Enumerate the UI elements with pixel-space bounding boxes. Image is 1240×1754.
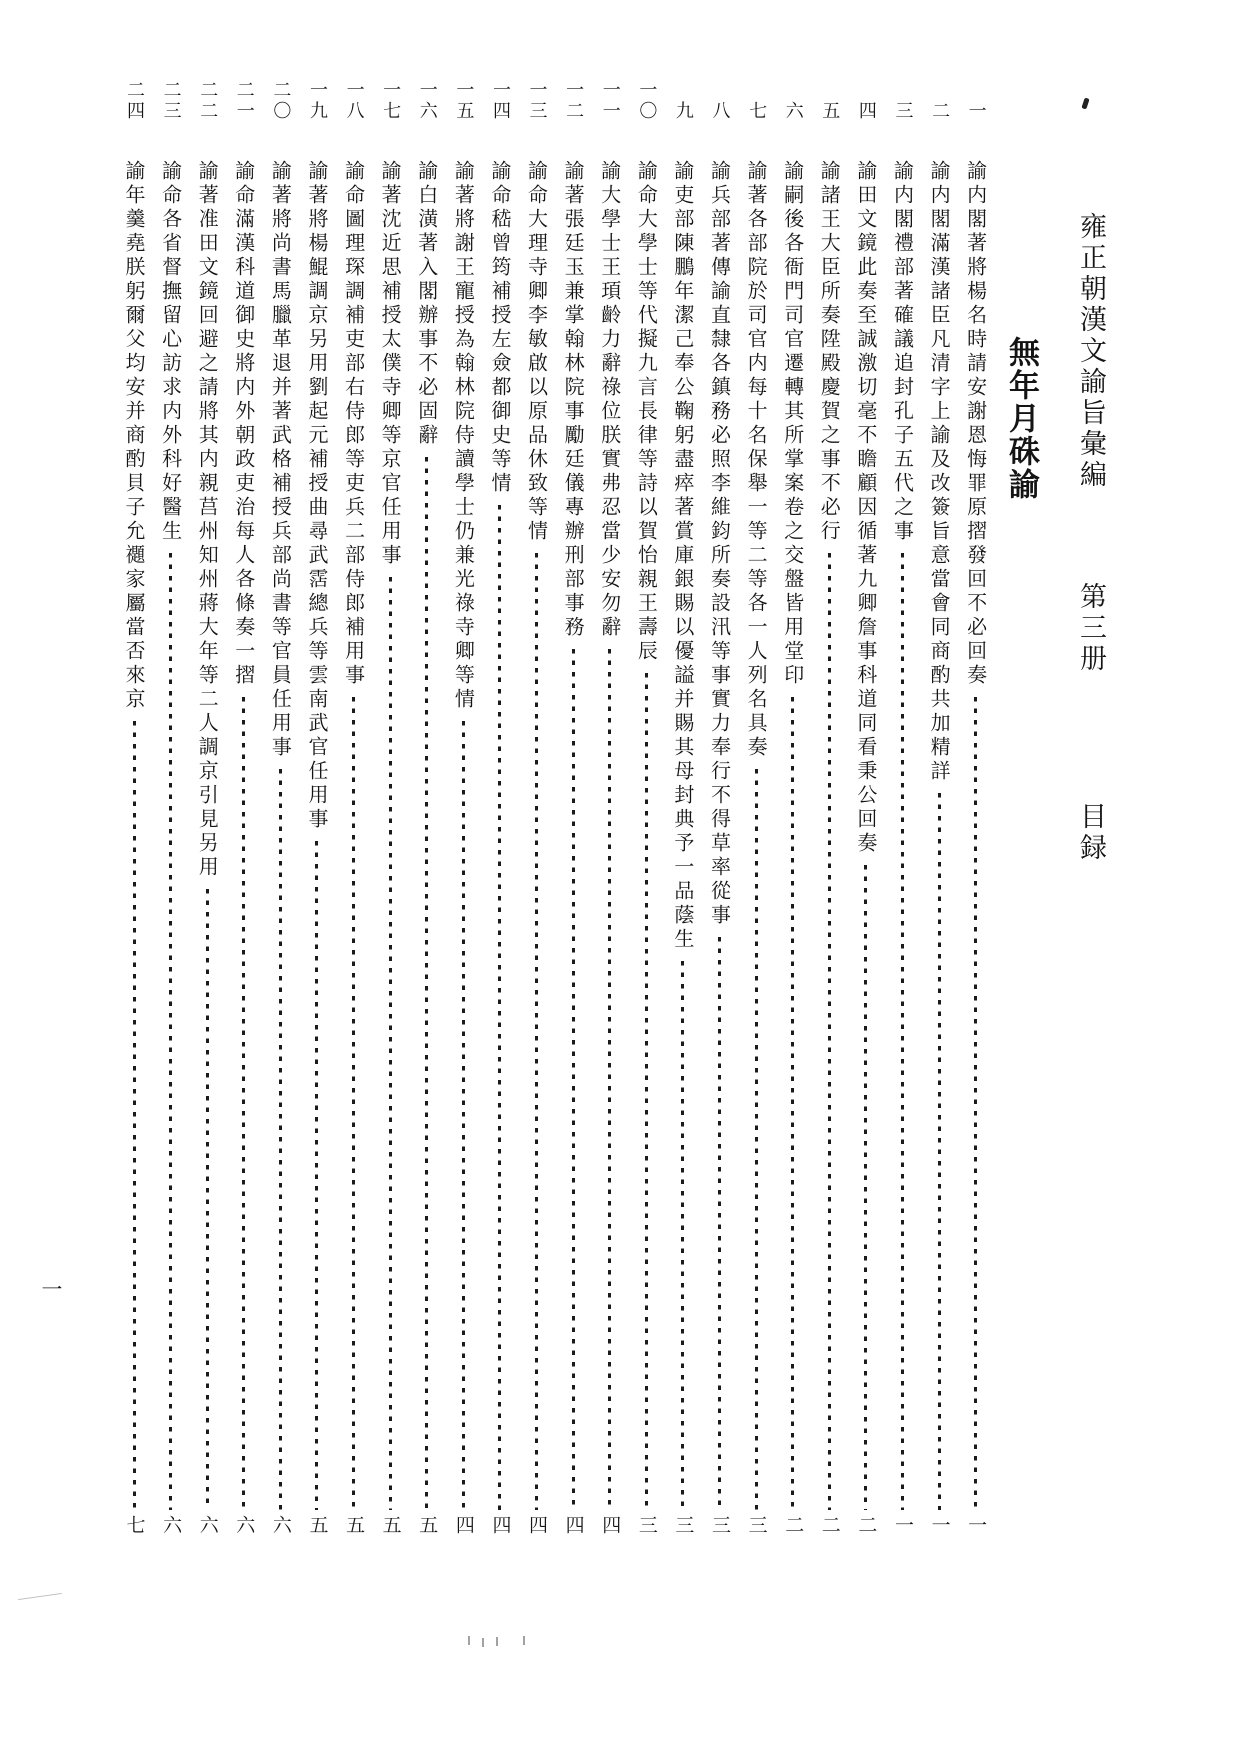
entry-index-number: 二一 [233,80,255,122]
entry-page-number: 五 [416,1515,439,1534]
toc-entries [116,72,994,1555]
entry-title: 諭内閣禮部著確議追封孔子五代之事 [890,160,915,544]
toc-entry [555,72,591,1555]
dotted-leader [279,769,282,1510]
dotted-leader [645,673,648,1510]
dotted-leader [169,553,172,1510]
entry-page-number: 二 [782,1515,805,1534]
entry-title: 諭吏部陳鵬年潔己奉公鞠躬盡瘁著賞庫銀賜以優謚并賜其母封典予一品蔭生 [670,160,695,952]
dotted-leader [535,553,538,1510]
book-title: 雍正朝漢文諭旨彙編 [1075,212,1106,491]
toc-entry [775,72,811,1555]
entry-title: 諭諸王大臣所奏陞殿慶賀之事不必行 [817,160,842,544]
toc-entry [116,72,152,1555]
scan-artifact [18,1593,62,1600]
toc-entry [226,72,262,1555]
scan-speck [1081,97,1089,109]
entry-page-number: 四 [489,1515,512,1534]
toc-entry [884,72,920,1555]
entry-title: 諭命滿漢科道御史將内外朝政吏治每人各條奏一摺 [231,160,256,688]
dotted-leader [498,505,501,1510]
entry-title: 諭命大學士等代擬九言長律等詩以賀怡親王壽辰 [634,160,659,664]
dotted-leader [242,697,245,1510]
toc-entry [299,72,335,1555]
dotted-leader [315,841,318,1510]
dotted-leader [974,697,977,1510]
dotted-leader [864,865,867,1510]
entry-page-number: 四 [562,1515,585,1534]
entry-title: 諭内閣滿漢諸臣凡清字上諭及改簽旨意當會同商酌共加精詳 [927,160,952,784]
entry-page-number: 四 [526,1515,549,1534]
scan-artifact [523,1636,525,1645]
toc-entry [738,72,774,1555]
scan-artifact [482,1638,484,1647]
entry-page-number: 三 [635,1515,658,1534]
entry-index-number: 一 [965,101,987,122]
entry-title: 諭大學士王頊齡力辭祿位朕實弗忍當少安勿辭 [597,160,622,640]
entry-index-number: 一〇 [636,80,658,122]
toc-entry [958,72,994,1555]
entry-page-number: 三 [745,1515,768,1534]
entry-index-number: 四 [855,101,877,122]
scan-artifact [468,1636,470,1645]
toc-entry [921,72,957,1555]
scan-artifact [496,1637,498,1646]
entry-index-number: 二四 [124,80,145,122]
toc-entry [519,72,555,1555]
entry-index-number: 一七 [380,80,402,122]
entry-index-number: 一一 [599,80,621,122]
entry-index-number: 一六 [416,80,438,122]
entry-index-number: 五 [819,101,841,122]
entry-page-number: 四 [452,1515,475,1534]
entry-page-number: 五 [343,1515,366,1534]
toc-entry [409,72,445,1555]
toc-entry [189,72,225,1555]
entry-index-number: 二三 [160,80,182,122]
toc-entry [628,72,664,1555]
entry-index-number: 一四 [489,80,511,122]
dotted-leader [462,721,465,1510]
entry-page-number: 五 [306,1515,329,1534]
entry-page-number: 二 [818,1515,841,1534]
entry-index-number: 九 [672,101,694,122]
toc-entry [811,72,847,1555]
entry-index-number: 一二 [563,80,585,122]
dotted-leader [133,721,136,1510]
entry-index-number: 七 [746,101,768,122]
entry-title: 諭田文鏡此奏至誠激切毫不瞻顧因循著九卿詹事科道同看秉公回奏 [853,160,878,856]
dotted-leader [425,457,428,1510]
dotted-leader [755,769,758,1510]
entry-page-number: 六 [269,1515,292,1534]
entry-index-number: 六 [782,101,804,122]
entry-page-number: 七 [123,1515,146,1534]
entry-index-number: 三 [892,101,914,122]
entry-title: 諭著將尚書馬臘革退并著武格補授兵部尚書等官員任用事 [268,160,293,760]
toc-entry [262,72,298,1555]
entry-page-number: 一 [891,1515,914,1534]
toc-entry [702,72,738,1555]
volume-label: 第三册 [1075,582,1106,675]
entry-title: 諭命大理寺卿李敏啟以原品休致等情 [524,160,549,544]
entry-title: 諭嗣後各衙門司官遷轉其所掌案卷之交盤皆用堂印 [780,160,805,688]
dotted-leader [681,961,684,1510]
dotted-leader [572,649,575,1510]
entry-title: 諭著將楊鯤調京另用劉起元補授曲尋武霑總兵等雲南武官任用事 [304,160,329,832]
entry-title: 諭命圖理琛調補吏部右侍郎等吏兵二部侍郎補用事 [341,160,366,688]
entry-title: 諭白潢著入閣辦事不必固辭 [414,160,439,448]
entry-page-number: 五 [379,1515,402,1534]
entry-page-number: 六 [233,1515,256,1534]
toc-entry [592,72,628,1555]
toc-entry [665,72,701,1555]
entry-index-number: 二二 [197,80,219,122]
entry-title: 諭著張廷玉兼掌翰林院事勵廷儀專辦刑部事務 [561,160,586,640]
entry-index-number: 二〇 [270,80,292,122]
folio-marker: 一 [39,1278,63,1299]
toc-entry [848,72,884,1555]
toc-entry [153,72,189,1555]
toc-entry [482,72,518,1555]
book-title-column [1071,212,1110,1512]
dotted-leader [901,553,904,1510]
entry-index-number: 一三 [526,80,548,122]
dotted-leader [389,577,392,1510]
entry-title: 諭年羹堯朕躬爾父均安并商酌貝子允禵家屬當否來京 [122,160,146,712]
dotted-leader [352,697,355,1510]
entry-title: 諭命嵇曾筠補授左僉都御史等情 [487,160,512,496]
entry-index-number: 一九 [306,80,328,122]
entry-title: 諭内閣著將楊名時請安謝恩悔罪原摺發回不必回奏 [963,160,988,688]
dotted-leader [718,937,721,1510]
dotted-leader [206,889,209,1510]
entry-title: 諭兵部著傳諭直隸各鎮務必照李維鈞所奏設汛等事實力奉行不得草率從事 [707,160,732,928]
entry-title: 諭著將謝王寵授為翰林院侍讀學士仍兼光祿寺卿等情 [451,160,476,712]
entry-page-number: 六 [160,1515,183,1534]
entry-index-number: 二 [929,101,951,122]
entry-title: 諭著各部院於司官内每十名保舉一等二等各一人列名具奏 [744,160,769,760]
toc-entry [372,72,408,1555]
entry-title: 諭著沈近思補授太僕寺卿等京官任用事 [378,160,403,568]
entry-page-number: 三 [709,1515,731,1534]
entry-title: 諭著准田文鏡回避之請將其内親莒州知州蔣大年等二人調京引見另用 [195,160,220,880]
toc-entry [336,72,372,1555]
toc-label: 目録 [1075,802,1106,864]
entry-page-number: 四 [599,1515,622,1534]
entry-page-number: 一 [928,1515,951,1534]
section-header: 無年月硃諭 [1003,336,1039,501]
entry-index-number: 八 [709,101,731,122]
entry-index-number: 一五 [453,80,475,122]
entry-page-number: 二 [855,1515,878,1534]
entry-title: 諭命各省督撫留心訪求内外科好醫生 [158,160,183,544]
dotted-leader [791,697,794,1510]
dotted-leader [938,793,941,1510]
entry-page-number: 一 [965,1515,988,1534]
dotted-leader [608,649,611,1510]
toc-entry [445,72,481,1555]
entry-index-number: 一八 [343,80,365,122]
entry-page-number: 六 [196,1515,219,1534]
entry-page-number: 三 [672,1515,695,1534]
dotted-leader [828,553,831,1510]
